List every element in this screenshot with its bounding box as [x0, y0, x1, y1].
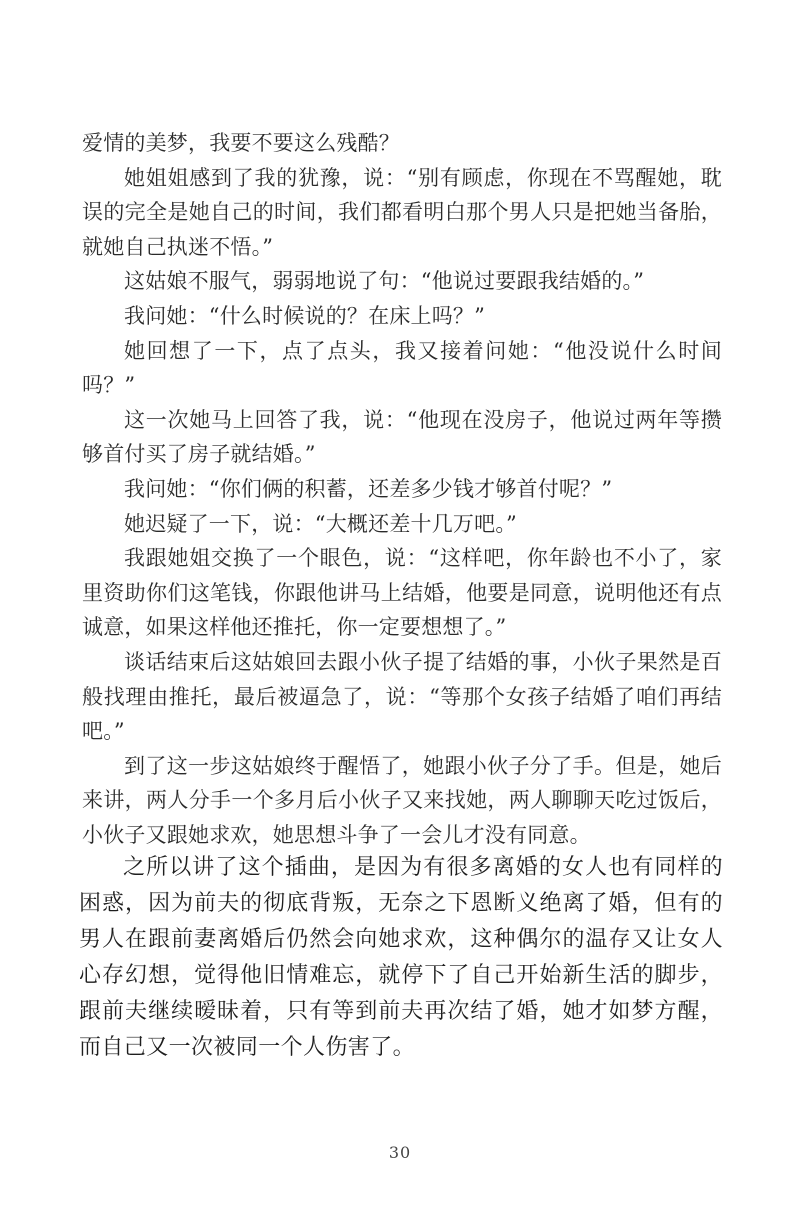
paragraph: 谈话结束后这姑娘回去跟小伙子提了结婚的事，小伙子果然是百般找理由推托，最后被逼急了，说：“等那个女孩子结婚了咱们再结吧。” [82, 649, 722, 744]
paragraph: 我问她：“你们俩的积蓄，还差多少钱才够首付呢？” [124, 476, 613, 501]
paragraph: 她迟疑了一下，说：“大概还差十几万吧。” [124, 511, 517, 536]
paragraph: 到了这一步这姑娘终于醒悟了，她跟小伙子分了手。但是，她后来讲，两人分手一个多月后小伙子又来找她，两人聊聊天吃过饭后，小伙子又跟她求欢，她思想斗争了一会儿才没有同意。 [82, 753, 722, 847]
reflection-section [79, 850, 723, 1066]
page-number: 30 [388, 1143, 412, 1162]
paragraph: 她回想了一下，点了点头，我又接着问她：“他没说什么时间吗？” [82, 338, 722, 398]
reflection-paragraph: 之所以讲了这个插曲，是因为有很多离婚的女人也有同样的困惑，因为前夫的彻底背叛，无奈之下恩断义绝离了婚，但有的男人在跟前妻离婚后仍然会向她求欢，这种偶尔的温存又让女人心存幻想，觉得他旧情难忘，就停下了自己开始新生活的脚步，跟前夫继续暧昧着，只有等到前夫再次结了婚，她才如梦方醒，而自己又一次被同一个人伤害了。 [79, 855, 723, 1060]
paragraph: 我跟她姐交换了一个眼色，说：“这样吧，你年龄也不小了，家里资助你们这笔钱，你跟他讲马上结婚，他要是同意，说明他还有点诚意，如果这样他还推托，你一定要想想了。” [82, 546, 722, 640]
dialogue-section [82, 126, 722, 852]
paragraph-continuation: 爱情的美梦，我要不要这么残酷？ [82, 131, 400, 155]
paragraph: 这一次她马上回答了我，说：“他现在没房子，他说过两年等攒够首付买了房子就结婚。” [82, 407, 722, 467]
paragraph: 这姑娘不服气，弱弱地说了句：“他说过要跟我结婚的。” [124, 269, 645, 294]
paragraph: 我问她：“什么时候说的？在床上吗？” [124, 303, 486, 328]
paragraph: 她姐姐感到了我的犹豫，说：“别有顾虑，你现在不骂醒她，耽误的完全是她自己的时间，我们都看明白那个男人只是把她当备胎，就她自己执迷不悟。” [82, 165, 722, 259]
